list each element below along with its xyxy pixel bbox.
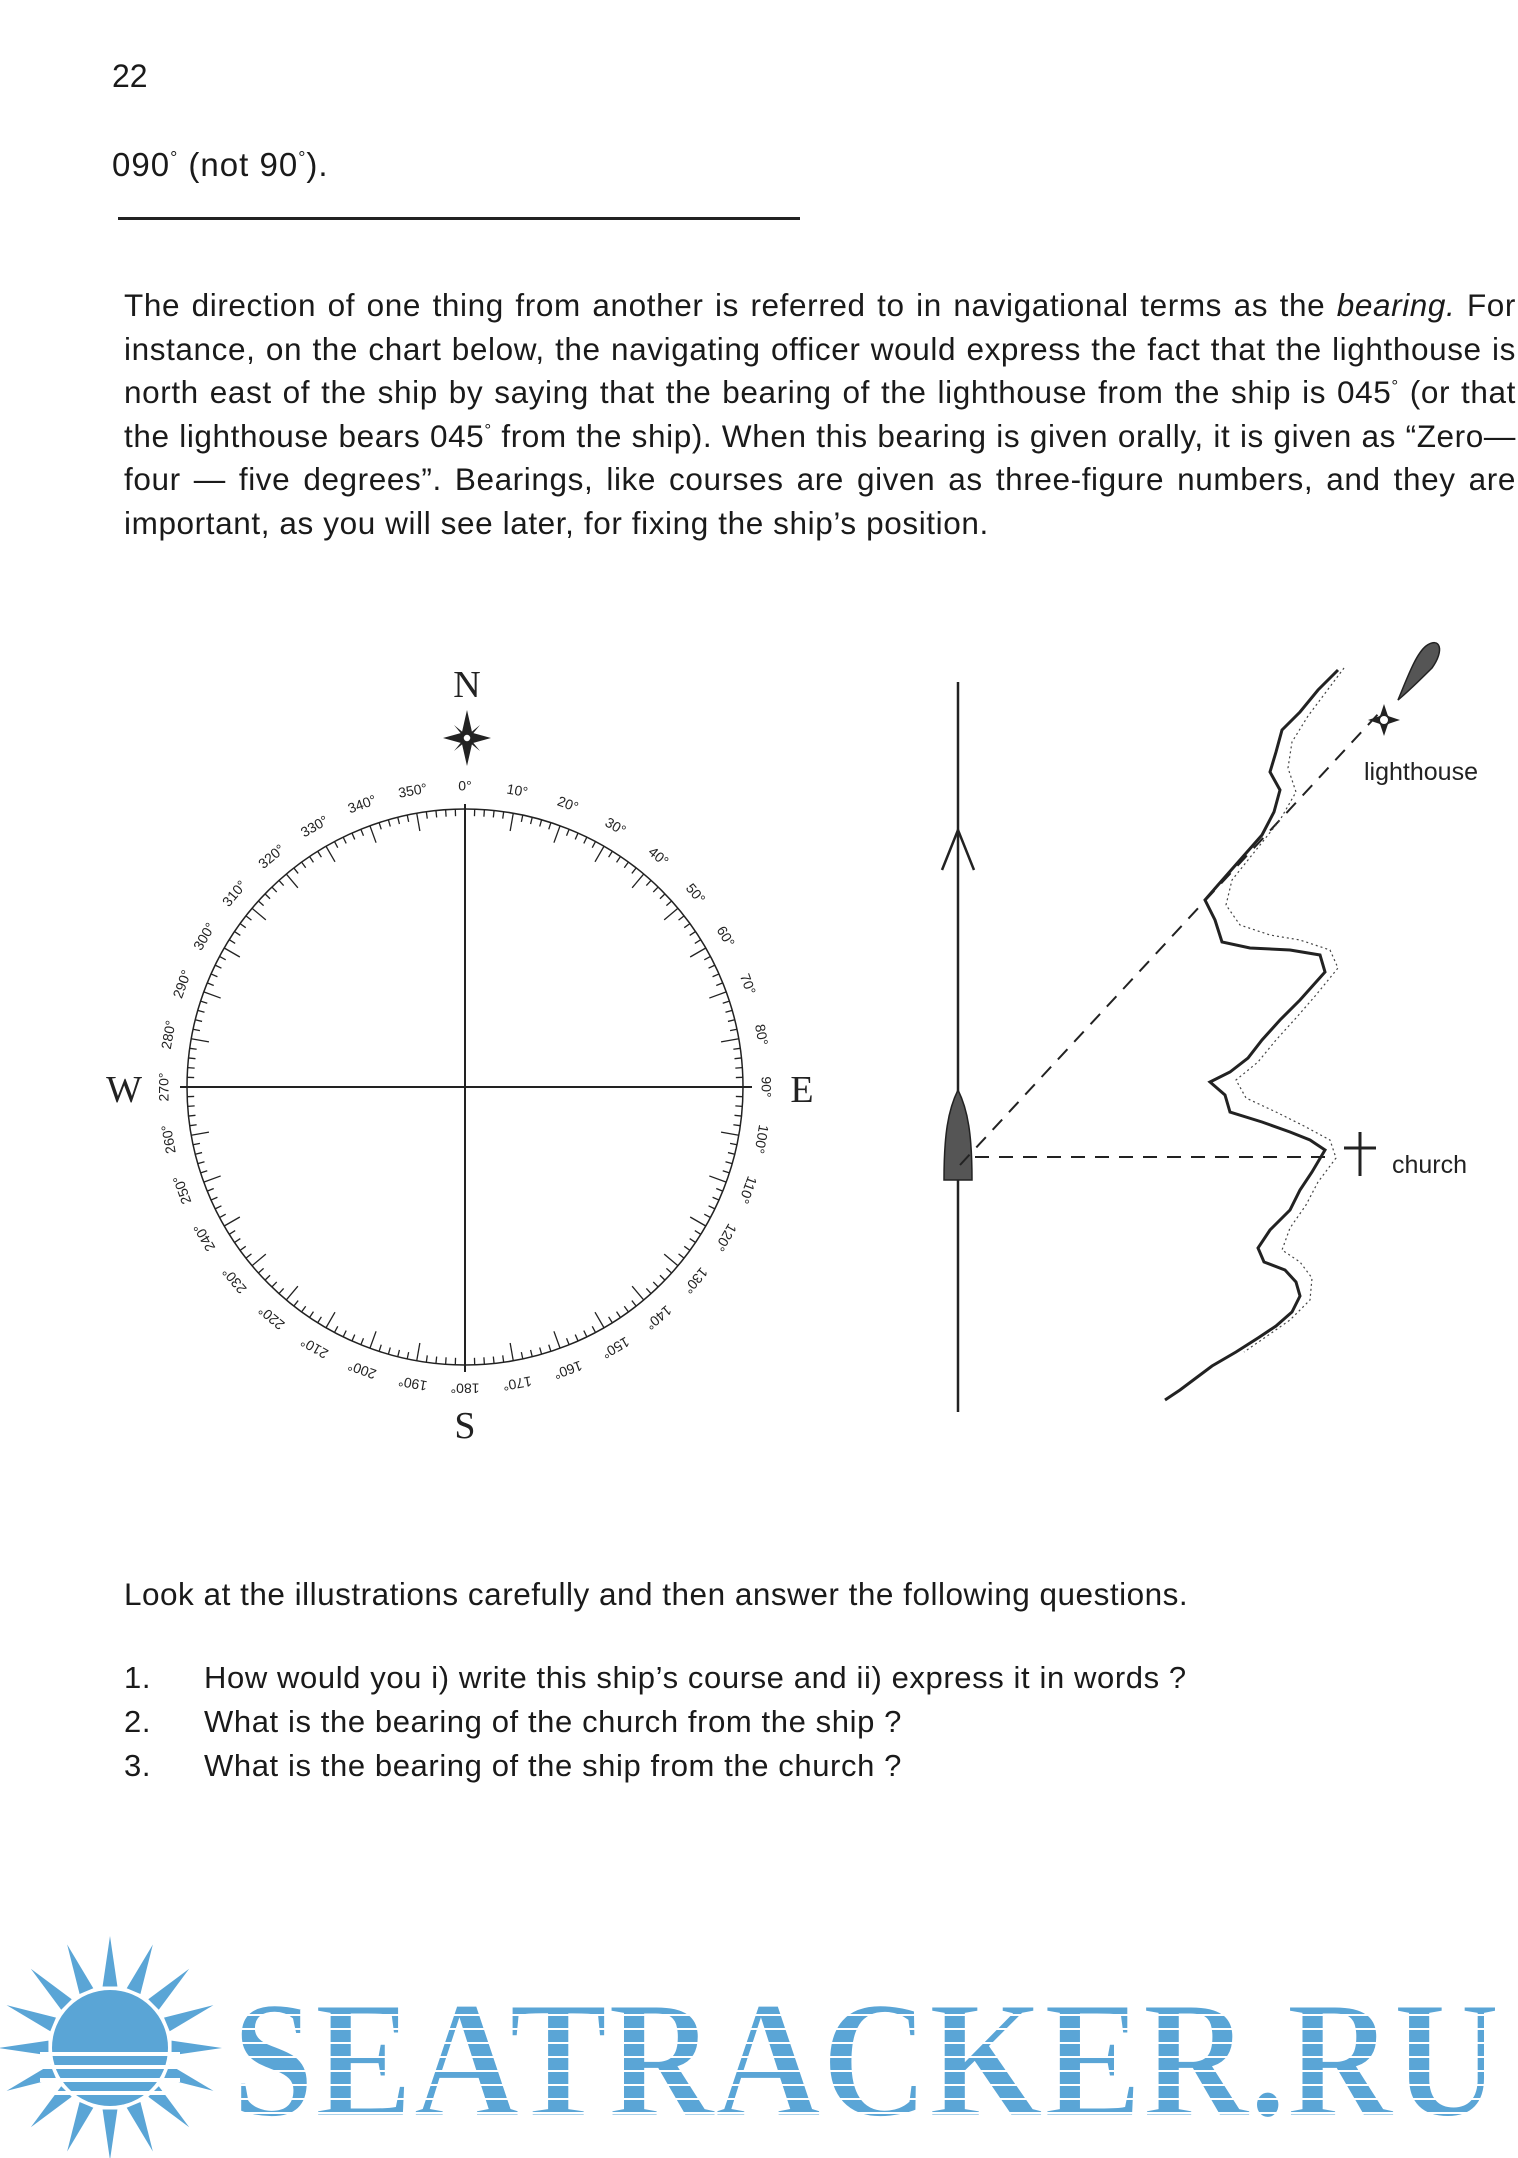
church-label: church	[1392, 1151, 1468, 1179]
compass-degree-label: 160°	[551, 1357, 585, 1383]
compass-tick	[246, 1254, 252, 1258]
compass-tick	[521, 815, 522, 822]
compass-tick	[690, 932, 696, 936]
compass-tick	[660, 894, 665, 899]
compass-tick	[531, 1350, 533, 1357]
compass-tick	[318, 1317, 322, 1323]
compass-tick	[286, 1286, 298, 1300]
compass-tick	[193, 1029, 200, 1030]
compass-tick	[554, 1331, 560, 1348]
compass-degree-label: 320°	[255, 840, 288, 872]
degree-sign: °	[484, 420, 492, 439]
compass-tick	[704, 956, 710, 959]
compass-tick	[679, 916, 685, 920]
compass-degree-label: 250°	[169, 1173, 195, 1207]
compass-tick	[632, 1286, 644, 1300]
compass-tick	[726, 1162, 733, 1164]
compass-degree-label: 110°	[735, 1174, 761, 1206]
compass-degree-label: 190°	[397, 1373, 429, 1395]
question-item	[124, 1748, 1187, 1792]
degree-sign: °	[298, 148, 307, 168]
compass-tick	[632, 868, 636, 874]
compass-tick	[229, 1231, 235, 1235]
compass-degree-label: 140°	[642, 1302, 675, 1334]
compass-degree-label: 90°	[758, 1076, 775, 1098]
compass-tick	[510, 1343, 513, 1361]
compass-tick	[684, 1246, 690, 1250]
lighthouse-label: lighthouse	[1364, 758, 1478, 786]
compass-tick	[302, 1306, 306, 1312]
compass-tick	[379, 1345, 381, 1352]
compass-tick	[617, 1312, 621, 1318]
compass-tick	[191, 1132, 209, 1135]
compass-tick	[252, 908, 266, 920]
divider-rule	[118, 217, 800, 220]
north-star-icon	[443, 710, 491, 766]
compass-degree-label: 120°	[711, 1221, 741, 1255]
compass-w-label: W	[106, 1069, 142, 1111]
compass-tick	[632, 1301, 636, 1307]
compass-tick	[352, 1335, 355, 1341]
compass-tick	[334, 842, 337, 848]
navigation-chart	[942, 643, 1478, 1412]
compass-degree-label: 10°	[505, 780, 530, 800]
compass-tick	[609, 851, 613, 857]
compass-tick	[190, 1048, 197, 1049]
compass-tick	[695, 940, 701, 944]
compass-tick	[436, 811, 437, 818]
compass-s-label: S	[454, 1405, 476, 1440]
compass-tick	[201, 1171, 208, 1173]
compass-tick	[664, 1254, 678, 1266]
sun-ray	[31, 1969, 72, 2010]
compass-tick	[709, 965, 715, 968]
answer-line	[112, 146, 329, 184]
compass-tick	[426, 812, 427, 819]
compass-tick	[265, 894, 270, 899]
compass-tick	[666, 1268, 671, 1273]
bearing-paragraph	[124, 284, 1516, 545]
compass-tick	[189, 1115, 196, 1116]
sun-disc	[52, 1990, 168, 2106]
compass-n-label: N	[453, 664, 481, 706]
compass-tick	[690, 1239, 696, 1243]
compass-tick	[632, 874, 644, 888]
compass-tick	[229, 940, 235, 944]
compass-rose	[106, 664, 814, 1440]
compass-degree-label: 240°	[189, 1221, 219, 1255]
watermark-text: SEATRACKER.RU	[232, 1967, 1500, 2153]
compass-degree-label: 130°	[680, 1264, 712, 1297]
compass-tick	[733, 1125, 740, 1126]
compass-tick	[361, 1338, 364, 1344]
compass-tick	[258, 1268, 263, 1273]
compass-tick	[294, 1301, 298, 1307]
compass-tick	[302, 862, 306, 868]
compass-tick	[224, 948, 240, 957]
compass-tick	[704, 1214, 710, 1217]
compass-tick	[733, 1048, 740, 1049]
coastline	[1165, 670, 1338, 1400]
answer-note: (not 90	[178, 146, 299, 183]
question-text: What is the bearing of the ship from the church ?	[204, 1748, 902, 1783]
compass-tick	[510, 813, 513, 831]
compass-tick	[265, 1275, 270, 1280]
compass-tick	[370, 1331, 376, 1348]
compass-tick	[609, 1317, 613, 1323]
compass-degree-label: 70°	[736, 971, 760, 997]
compass-tick	[204, 1176, 221, 1182]
compass-tick	[646, 1288, 651, 1293]
compass-tick	[695, 1231, 701, 1235]
compass-tick	[713, 1197, 719, 1200]
compass-tick	[493, 811, 494, 818]
compass-tick	[567, 829, 570, 835]
sun-ray	[67, 2102, 93, 2151]
compass-tick	[709, 992, 726, 998]
compass-tick	[684, 924, 690, 928]
degree-sign: °	[1391, 376, 1399, 396]
lighthouse-light-beam	[1398, 643, 1440, 700]
compass-tick	[235, 1239, 241, 1243]
question-list	[124, 1660, 1187, 1792]
compass-tick	[272, 887, 277, 892]
compass-tick	[595, 846, 604, 862]
compass-degree-label: 310°	[218, 877, 250, 910]
compass-tick	[204, 992, 221, 998]
questions-prompt: Look at the illustrations carefully and then answer the following questions.	[124, 1576, 1189, 1612]
compass-degree-label: 170°	[501, 1373, 533, 1395]
lighthouse-bearing-line	[960, 712, 1380, 1165]
compass-tick	[617, 857, 621, 863]
compass-degree-label: 50°	[682, 880, 709, 907]
compass-tick	[211, 1197, 217, 1200]
compass-tick	[624, 1306, 628, 1312]
compass-degree-label: 260°	[157, 1123, 179, 1155]
compass-tick	[436, 1357, 437, 1364]
compass-degree-label: 230°	[218, 1264, 250, 1297]
compass-tick	[220, 1214, 226, 1217]
page-number: 22	[112, 58, 148, 94]
compass-tick	[592, 842, 595, 848]
seatracker-watermark	[0, 1920, 1518, 2158]
compass-tick	[215, 1206, 221, 1209]
compass-degree-label: 280°	[157, 1019, 179, 1051]
compass-tick	[279, 1288, 284, 1293]
compass-degree-label: 40°	[645, 843, 672, 870]
compass-tick	[716, 1189, 722, 1192]
compass-tick	[728, 1020, 735, 1022]
compass-tick	[388, 820, 390, 827]
compass-tick	[728, 1153, 735, 1155]
para-text: For instance, on the chart below, the navigating officer would express the fact that the lighthouse is north east of the ship by saying that the bearing of the lighthouse from the ship is 045	[124, 287, 1516, 410]
question-number: 3.	[124, 1748, 152, 1783]
compass-tick	[735, 1115, 742, 1116]
compass-tick	[723, 1171, 730, 1173]
bearing-figure	[0, 640, 1518, 1440]
compass-tick	[679, 1254, 685, 1258]
compass-tick	[713, 974, 719, 977]
compass-degree-label: 30°	[602, 813, 629, 839]
compass-tick	[540, 820, 542, 827]
compass-tick	[190, 1125, 197, 1126]
compass-tick	[575, 1335, 578, 1341]
question-item	[124, 1660, 1187, 1704]
para-text: The direction of one thing from another is referred to in navigational terms as the	[124, 287, 1337, 323]
compass-tick	[279, 880, 284, 885]
sun-ray	[127, 2102, 153, 2151]
compass-tick	[503, 1355, 504, 1362]
compass-tick	[198, 1162, 205, 1164]
compass-tick	[272, 1282, 277, 1287]
compass-tick	[407, 815, 408, 822]
term-bearing: bearing.	[1336, 287, 1456, 323]
sun-ray	[148, 1969, 189, 2010]
compass-tick	[201, 1001, 208, 1003]
compass-tick	[730, 1143, 737, 1144]
compass-tick	[398, 1350, 400, 1357]
compass-degree-label: 290°	[169, 967, 195, 1001]
compass-tick	[735, 1058, 742, 1059]
compass-tick	[426, 1355, 427, 1362]
compass-tick	[224, 1217, 240, 1226]
compass-tick	[343, 837, 346, 843]
compass-degree-label: 220°	[255, 1302, 288, 1334]
compass-tick	[503, 812, 504, 819]
compass-degree-label: 60°	[713, 923, 739, 950]
compass-tick	[554, 826, 560, 843]
compass-tick	[361, 829, 364, 835]
compass-degree-label: 180°	[450, 1380, 480, 1397]
compass-tick	[417, 1343, 420, 1361]
compass-tick	[575, 833, 578, 839]
sun-ray	[127, 1945, 153, 1994]
compass-tick	[730, 1029, 737, 1030]
compass-degree-label: 200°	[345, 1357, 379, 1383]
compass-tick	[592, 1326, 595, 1332]
compass-tick	[215, 965, 221, 968]
compass-tick	[646, 880, 651, 885]
compass-tick	[207, 1189, 213, 1192]
compass-tick	[318, 851, 322, 857]
compass-degree-label: 350°	[397, 779, 429, 801]
compass-tick	[521, 1352, 522, 1359]
answer-end: ).	[306, 146, 329, 183]
compass-tick	[310, 1312, 314, 1318]
compass-tick	[370, 826, 376, 843]
question-number: 2.	[124, 1704, 152, 1739]
compass-tick	[721, 1039, 739, 1042]
compass-tick	[294, 868, 298, 874]
compass-tick	[235, 932, 241, 936]
compass-degree-label: 340°	[345, 791, 379, 817]
compass-tick	[310, 857, 314, 863]
compass-tick	[690, 1217, 706, 1226]
compass-degree-label: 330°	[297, 811, 331, 841]
compass-tick	[716, 983, 722, 986]
answer-value: 090	[112, 146, 171, 183]
question-text: How would you i) write this ship’s course and ii) express it in words ?	[204, 1660, 1187, 1695]
question-number: 1.	[124, 1660, 152, 1695]
compass-tick	[326, 846, 335, 862]
compass-tick	[624, 862, 628, 868]
compass-e-label: E	[790, 1069, 814, 1111]
compass-tick	[664, 908, 678, 920]
compass-tick	[666, 901, 671, 906]
compass-tick	[198, 1010, 205, 1012]
compass-degree-label: 20°	[555, 792, 581, 816]
compass-tick	[721, 1132, 739, 1135]
lighthouse-icon	[1368, 704, 1400, 736]
sun-ray	[164, 2005, 213, 2031]
sun-ray	[7, 2005, 56, 2031]
compass-tick	[195, 1153, 202, 1155]
compass-tick	[726, 1010, 733, 1012]
compass-tick	[343, 1331, 346, 1337]
compass-tick	[398, 817, 400, 824]
compass-tick	[189, 1058, 196, 1059]
compass-tick	[595, 1312, 604, 1328]
compass-tick	[258, 901, 263, 906]
sun-ray	[103, 2110, 118, 2158]
ship-icon	[944, 1090, 972, 1180]
compass-tick	[567, 1338, 570, 1344]
compass-tick	[723, 1001, 730, 1003]
compass-tick	[379, 823, 381, 830]
para-text: (or that the lighthouse bears 045	[124, 374, 1516, 454]
question-text: What is the bearing of the church from the ship ?	[204, 1704, 902, 1739]
sun-ray	[67, 1945, 93, 1994]
degree-sign: °	[170, 148, 179, 168]
compass-tick	[584, 837, 587, 843]
compass-tick	[709, 1176, 726, 1182]
compass-tick	[417, 813, 420, 831]
question-item	[124, 1704, 1187, 1748]
compass-tick	[246, 916, 252, 920]
compass-degree-label: 100°	[751, 1123, 773, 1155]
compass-tick	[549, 1345, 551, 1352]
compass-tick	[211, 974, 217, 977]
compass-degree-label: 270°	[155, 1072, 172, 1102]
para-text: from the ship). When this bearing is given orally, it is given as “Zero— four — five degrees”. Bearings, like courses are given as three-figure numbers, and they are important, as you will see later, for fixing the ship’s position.	[124, 417, 1516, 541]
compass-tick	[540, 1348, 542, 1355]
sun-ray	[103, 1936, 118, 1986]
compass-tick	[653, 1282, 658, 1287]
compass-tick	[352, 833, 355, 839]
compass-tick	[334, 1326, 337, 1332]
compass-tick	[286, 874, 298, 888]
compass-degree-label: 150°	[599, 1333, 633, 1363]
sun-logo-icon	[0, 1936, 222, 2158]
compass-tick	[493, 1357, 494, 1364]
compass-tick	[584, 1331, 587, 1337]
compass-tick	[195, 1020, 202, 1022]
compass-degree-label: 300°	[189, 919, 219, 953]
compass-tick	[709, 1206, 715, 1209]
compass-tick	[660, 1275, 665, 1280]
compass-tick	[549, 823, 551, 830]
compass-degree-label: 80°	[752, 1022, 772, 1047]
compass-tick	[193, 1143, 200, 1144]
compass-tick	[191, 1039, 209, 1042]
church-icon	[1344, 1132, 1376, 1176]
compass-tick	[220, 956, 226, 959]
compass-tick	[240, 1246, 246, 1250]
compass-tick	[653, 887, 658, 892]
compass-tick	[240, 924, 246, 928]
compass-degree-label: 0°	[458, 777, 472, 794]
compass-tick	[407, 1352, 408, 1359]
compass-tick	[690, 948, 706, 957]
compass-degree-label: 210°	[297, 1333, 331, 1363]
compass-tick	[207, 983, 213, 986]
compass-tick	[252, 1254, 266, 1266]
compass-tick	[388, 1348, 390, 1355]
compass-tick	[326, 1312, 335, 1328]
compass-tick	[531, 817, 533, 824]
